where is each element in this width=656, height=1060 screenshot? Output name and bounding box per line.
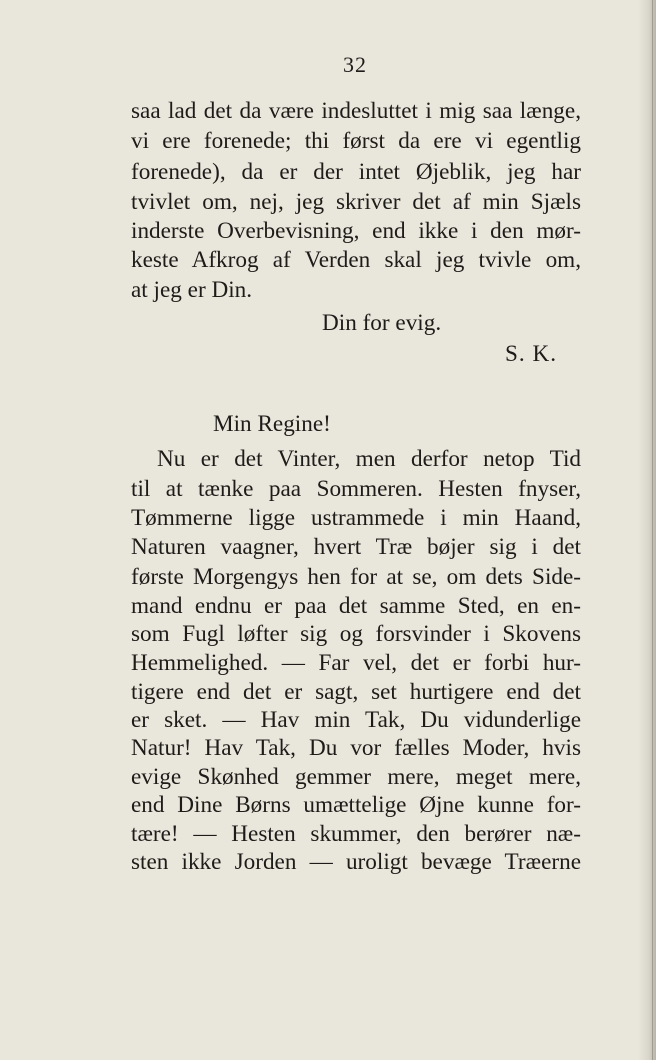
text-line: at jeg er Din. (131, 277, 253, 303)
text-line: til at tænke paa Sommeren. Hesten fnyser, (131, 476, 581, 502)
text-line: end Dine Børns umættelige Øjne kunne for- (131, 792, 581, 818)
text-line: Hemmelighed. — Far vel, det er forbi hur- (131, 650, 581, 676)
page-edge-line (652, 0, 653, 1060)
text-line: er sket. — Hav min Tak, Du vidunderlige (131, 707, 581, 733)
text-line: Tømmerne ligge ustrammede i min Haand, (131, 505, 581, 531)
text-line: som Fugl løfter sig og forsvinder i Skovens (131, 621, 581, 647)
text-line: første Morgengys hen for at se, om dets Side- (131, 564, 581, 590)
text-line: tigere end det er sagt, set hurtigere end det (131, 679, 581, 705)
text-line: tvivlet om, nej, jeg skriver det af min Sjæls (131, 189, 581, 215)
text-line: sten ikke Jorden — uroligt bevæge Træerne (131, 849, 581, 875)
text-line: saa lad det da være indesluttet i mig saa længe, (131, 98, 581, 124)
text-line: vi ere forenede; thi først da ere vi egentlig (131, 128, 581, 154)
text-line: tære! — Hesten skummer, den berører næ- (131, 821, 581, 847)
salutation: Min Regine! (213, 411, 331, 437)
signature: S. K. (505, 341, 558, 367)
text-line: Nu er det Vinter, men derfor netop Tid (157, 446, 581, 472)
text-line: Natur! Hav Tak, Du vor fælles Moder, hvis (131, 735, 581, 761)
text-line: Naturen vaagner, hvert Træ bøjer sig i det (131, 534, 581, 560)
page-edge-shadow (638, 0, 656, 1060)
page-number: 32 (343, 52, 367, 77)
text-line: mand endnu er paa det samme Sted, en en- (131, 593, 581, 619)
text-line: forenede), da er der intet Øjeblik, jeg har (131, 159, 581, 185)
text-line: evige Skønhed gemmer mere, meget mere, (131, 764, 581, 790)
letter-closing: Din for evig. (322, 310, 442, 336)
text-line: inderste Overbevisning, end ikke i den mør- (131, 218, 581, 244)
text-line: keste Afkrog af Verden skal jeg tvivle om, (131, 247, 581, 273)
